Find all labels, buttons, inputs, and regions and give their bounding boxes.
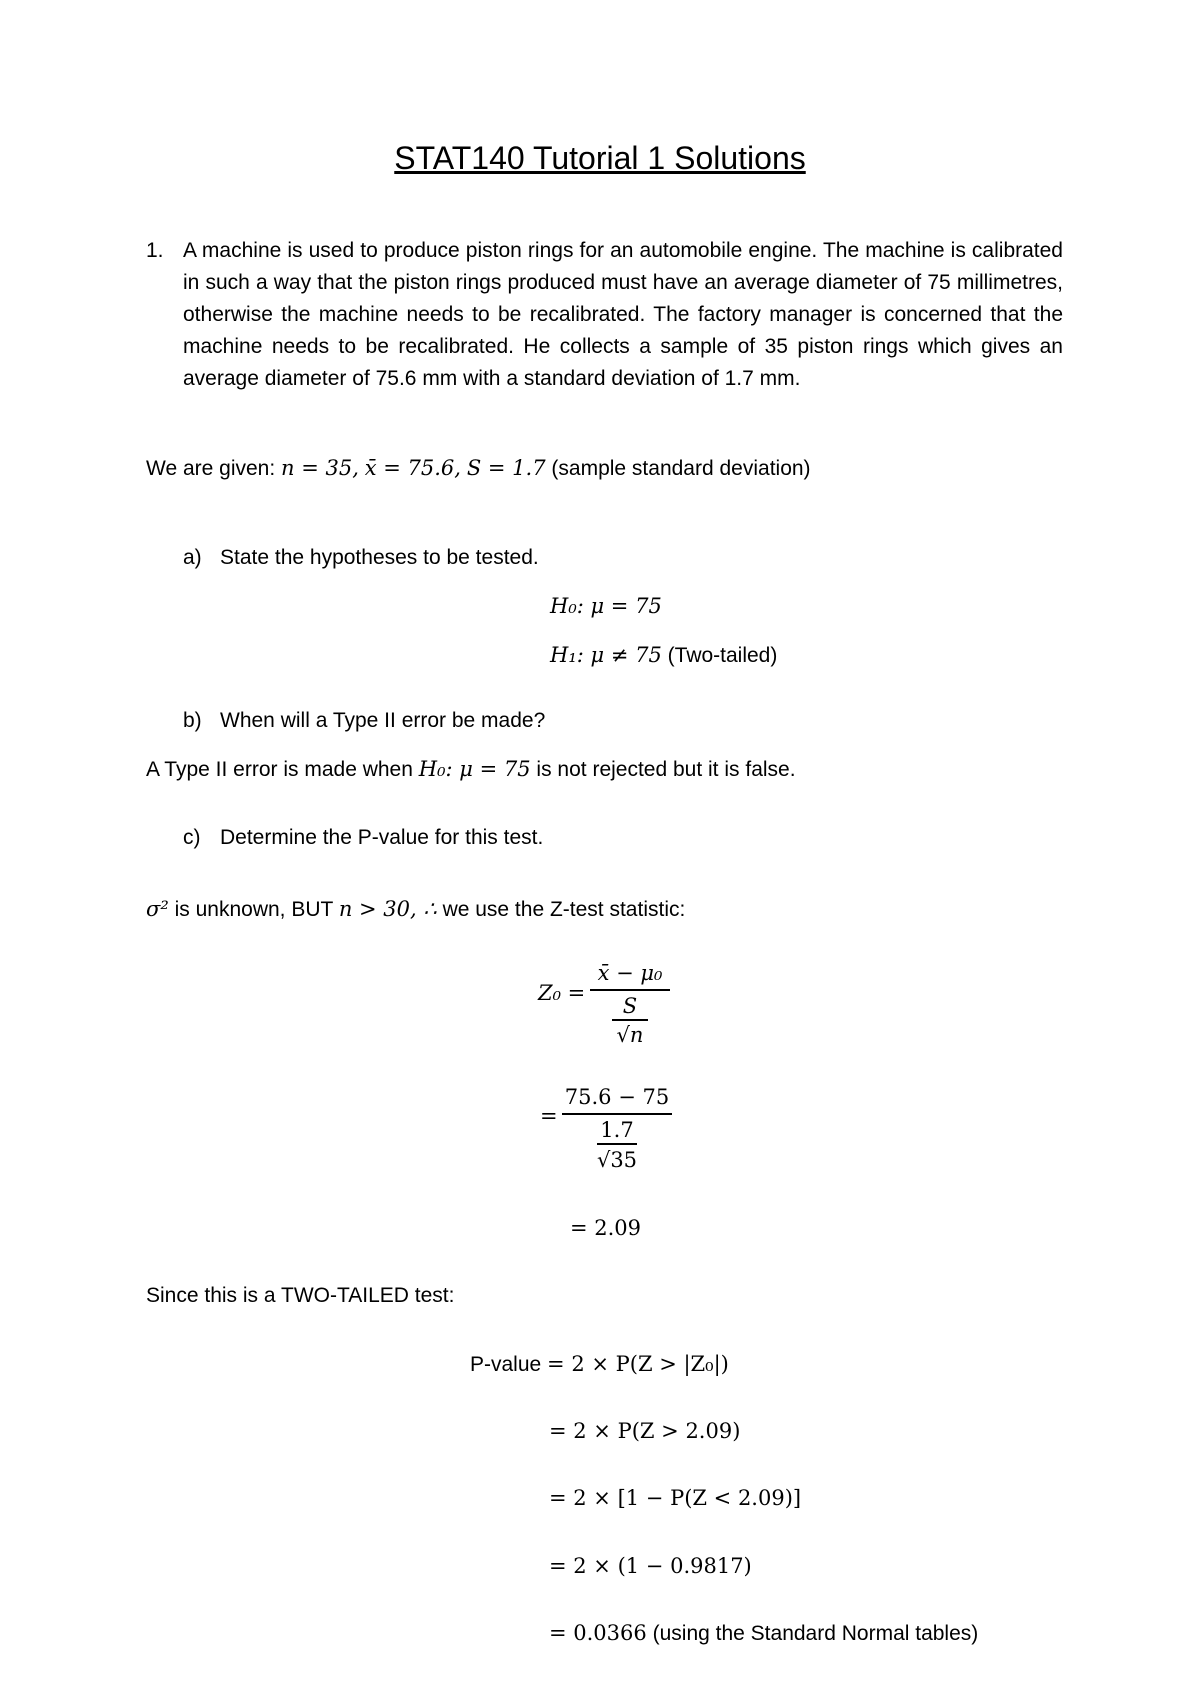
- part-b-answer-pre: A Type II error is made when: [146, 758, 413, 781]
- p-value-line-4: = 2 × (1 − 0.9817): [549, 1554, 752, 1578]
- z-result: = 2.09: [570, 1216, 642, 1240]
- part-b-label: b): [183, 709, 202, 732]
- z-fraction-bar: [590, 989, 670, 991]
- sigma-line: [146, 896, 685, 923]
- hypothesis-h1-note: (Two-tailed): [667, 644, 778, 667]
- z-inner-fraction-bar: [612, 1019, 648, 1021]
- given-suffix: (sample standard deviation): [551, 457, 811, 480]
- eq2-fraction-bar: [562, 1113, 672, 1115]
- eq2-inner-fraction-bar: [597, 1143, 637, 1145]
- given-s: S = 1.7: [466, 456, 546, 480]
- sigma-text-2: we use the Z-test statistic:: [442, 898, 686, 921]
- hypothesis-h1: H₁: μ ≠ 75: [550, 643, 662, 667]
- hypothesis-h1-line: [550, 642, 777, 669]
- part-b-answer-math: H₀: μ = 75: [418, 757, 531, 781]
- two-tailed-note: Since this is a TWO-TAILED test:: [146, 1284, 455, 1307]
- p-value-line-2: = 2 × P(Z > 2.09): [549, 1419, 741, 1443]
- question-text: A machine is used to produce piston rings for an automobile engine. The machine is calibrated in such a way that the piston rings produced must have an average diameter of 75 millimetres, otherwise the machine needs to be recalibrated. The factory manager is concerned that the machine needs to be recalibrated. He collects a sample of 35 piston rings which gives an average diameter of 75.6 mm with a standard deviation of 1.7 mm.: [183, 239, 1063, 390]
- p-value-expr-1: = 2 × P(Z > |Z₀|): [547, 1352, 729, 1376]
- eq2-denominator-top: 1.7: [600, 1118, 634, 1142]
- sigma-text-1: is unknown, BUT: [174, 898, 333, 921]
- hypothesis-h0: H₀: μ = 75: [550, 594, 662, 618]
- part-a-question: State the hypotheses to be tested.: [220, 546, 539, 569]
- eq2-numerator: 75.6 − 75: [564, 1085, 670, 1109]
- part-b-answer: [146, 756, 796, 783]
- part-c-question: Determine the P-value for this test.: [220, 826, 544, 849]
- part-b-question: When will a Type II error be made?: [220, 709, 546, 732]
- sigma-condition: n > 30, ∴: [338, 897, 437, 921]
- z-formula-lhs: Z₀ =: [538, 981, 586, 1005]
- given-line: [146, 455, 811, 482]
- part-a-label: a): [183, 546, 202, 569]
- p-value-label: P-value: [470, 1353, 542, 1376]
- z-formula-denominator-bottom: √n: [616, 1023, 644, 1047]
- p-value-note: (using the Standard Normal tables): [652, 1622, 979, 1645]
- given-n: n = 35,: [281, 456, 359, 480]
- z-formula-denominator-top: S: [622, 994, 638, 1018]
- part-b-answer-post: is not rejected but it is false.: [536, 758, 796, 781]
- given-prefix: We are given:: [146, 457, 276, 480]
- p-value-result: = 0.0366: [549, 1621, 647, 1645]
- part-c-label: c): [183, 826, 201, 849]
- given-xbar: x̄ = 75.6,: [364, 456, 461, 480]
- eq2-lhs: =: [540, 1104, 558, 1128]
- sigma-squared: σ²: [146, 897, 169, 921]
- question-number: 1.: [146, 239, 164, 262]
- p-value-line-5: [549, 1620, 978, 1647]
- page-title: STAT140 Tutorial 1 Solutions: [394, 140, 806, 176]
- p-value-line-1: [470, 1351, 729, 1378]
- p-value-line-3: = 2 × [1 − P(Z < 2.09)]: [549, 1486, 802, 1510]
- z-formula-numerator: x̄ − μ₀: [597, 961, 663, 985]
- eq2-denominator-bottom: √35: [596, 1148, 638, 1172]
